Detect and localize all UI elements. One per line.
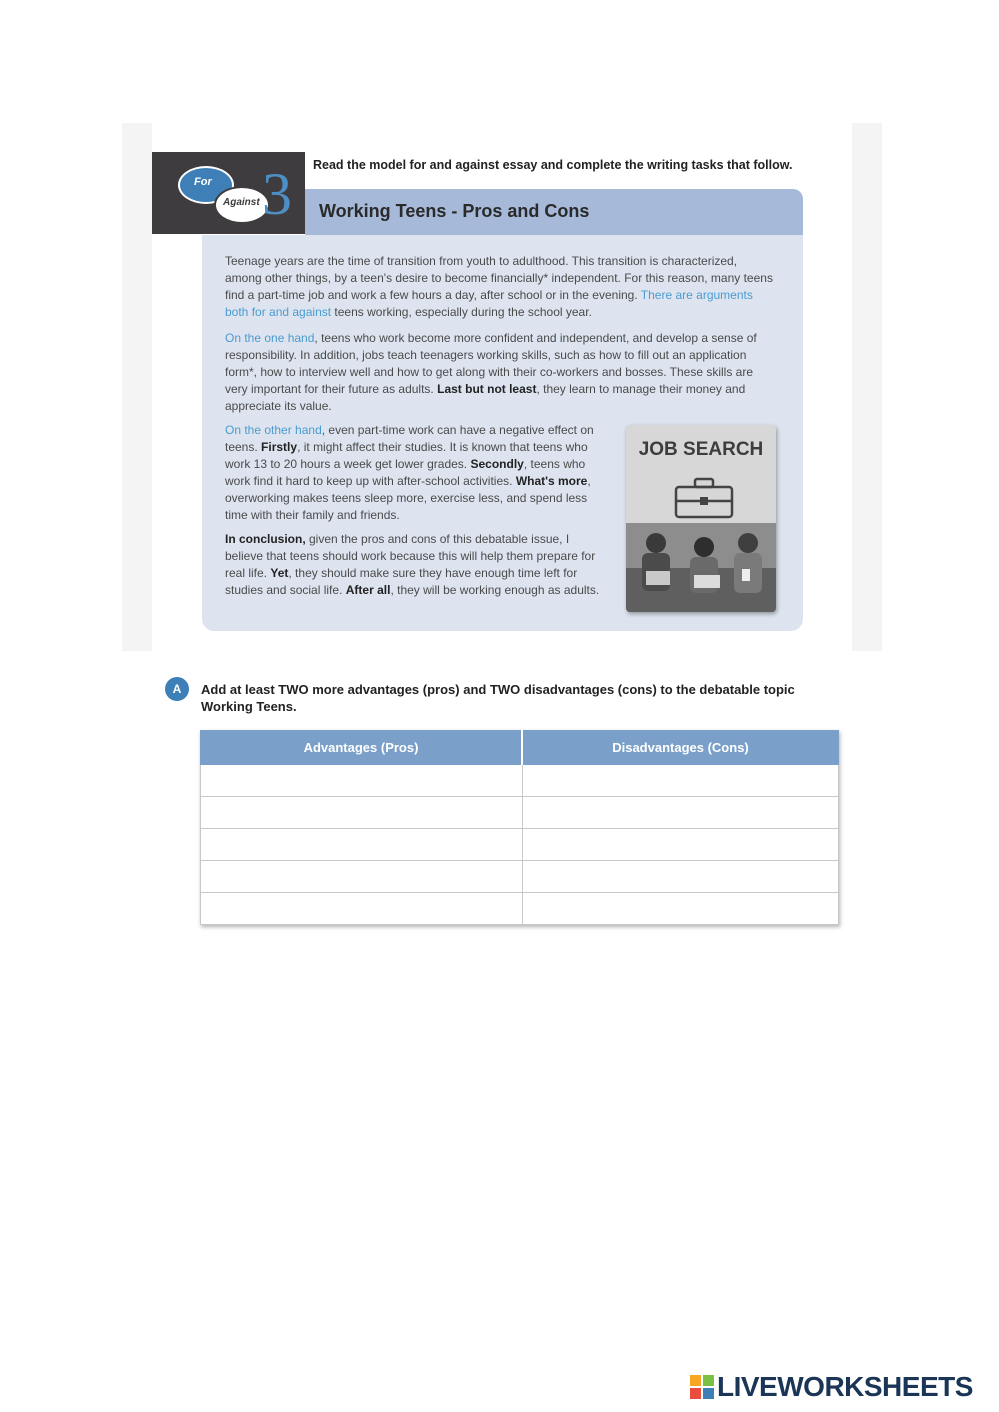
p2-bold: Last but not least <box>437 382 537 396</box>
cons-answer-cell[interactable] <box>522 797 839 829</box>
p4-bold-1: In conclusion, <box>225 532 306 546</box>
cons-answer-cell[interactable] <box>522 861 839 893</box>
p2-highlight: On the one hand <box>225 331 315 345</box>
instruction-text: Read the model for and against essay and complete the writing tasks that follow. <box>313 158 793 172</box>
column-header-cons: Disadvantages (Cons) <box>522 731 839 765</box>
p1-highlight: There are arguments both for and against <box>225 288 753 319</box>
essay-paragraph-2 <box>225 330 775 415</box>
p1-tail: teens working, especially during the school year. <box>334 305 592 319</box>
pros-answer-cell[interactable] <box>201 829 523 861</box>
p4-text-3: , they will be working enough as adults. <box>390 583 600 597</box>
essay-paragraph-1 <box>225 253 775 321</box>
table-row <box>201 765 839 797</box>
essay-paragraph-3 <box>225 422 613 524</box>
p3-text-2: , it might affect their studies. It is known that teens who work 13 to 20 hours a week get lower grades. <box>225 440 588 471</box>
column-header-pros: Advantages (Pros) <box>201 731 523 765</box>
live-logo-icon <box>690 1375 714 1399</box>
essay-paragraph-4 <box>225 531 610 599</box>
task-instruction: Add at least TWO more advantages (pros) and TWO disadvantages (cons) to the debatable topic Working Teens. <box>201 682 795 714</box>
briefcase-icon <box>674 477 734 519</box>
pros-answer-cell[interactable] <box>201 765 523 797</box>
table-row <box>201 893 839 925</box>
logo-text: LIVEWORKSHEETS <box>717 1371 973 1402</box>
p1-text: Teenage years are the time of transition from youth to adulthood. This transition is characterized, among other things, by a teen's desire to become financially* independent. For this reason, many teens find a part-time job and work a few hours a day, after school or in the evening. <box>225 254 773 302</box>
p4-text-2: , they should make sure they have enough time left for studies and social life. <box>225 566 578 597</box>
p4-text-1: given the pros and cons of this debatable issue, I believe that teens should work because this will help them prepare for real life. <box>225 532 596 580</box>
job-search-title: JOB SEARCH <box>638 439 764 460</box>
table-row <box>201 829 839 861</box>
cons-answer-cell[interactable] <box>522 765 839 797</box>
for-label: For <box>194 176 212 188</box>
pros-answer-cell[interactable] <box>201 797 523 829</box>
p3-text-1: , even part-time work can have a negative effect on teens. <box>225 423 594 454</box>
p2-text: , teens who work become more confident and independent, and develop a sense of responsibility. In addition, jobs teach teenagers working skills, such as how to fill out an application form*, how to interview well and how to get along with their co-workers and bosses. These skills are very important for their future as adults. <box>225 331 757 396</box>
unit-number: 3 <box>262 161 292 227</box>
cons-answer-cell[interactable] <box>522 893 839 925</box>
p3-bold-1: Firstly <box>261 440 298 454</box>
p3-text-3: , teens who work find it hard to keep up with after-school activities. <box>225 457 586 488</box>
teens-with-devices-photo <box>626 523 776 612</box>
p3-bold-3: What's more <box>515 474 588 488</box>
p3-text-4: , overworking makes teens sleep more, exercise less, and spend less time with their family and friends. <box>225 474 591 522</box>
table-row <box>201 797 839 829</box>
against-label: Against <box>223 197 260 208</box>
p4-bold-2: Yet <box>270 566 289 580</box>
p3-bold-2: Secondly <box>470 457 524 471</box>
job-search-card <box>626 425 776 612</box>
pros-cons-table <box>200 730 839 925</box>
essay-title: Working Teens - Pros and Cons <box>319 201 590 221</box>
p2-tail: , they learn to manage their money and appreciate its value. <box>225 382 746 413</box>
task-letter-badge: A <box>165 677 189 701</box>
p3-highlight: On the other hand <box>225 423 322 437</box>
pros-answer-cell[interactable] <box>201 861 523 893</box>
cons-answer-cell[interactable] <box>522 829 839 861</box>
p4-bold-3: After all <box>345 583 391 597</box>
pros-answer-cell[interactable] <box>201 893 523 925</box>
table-header-row <box>201 731 839 765</box>
table-row <box>201 861 839 893</box>
